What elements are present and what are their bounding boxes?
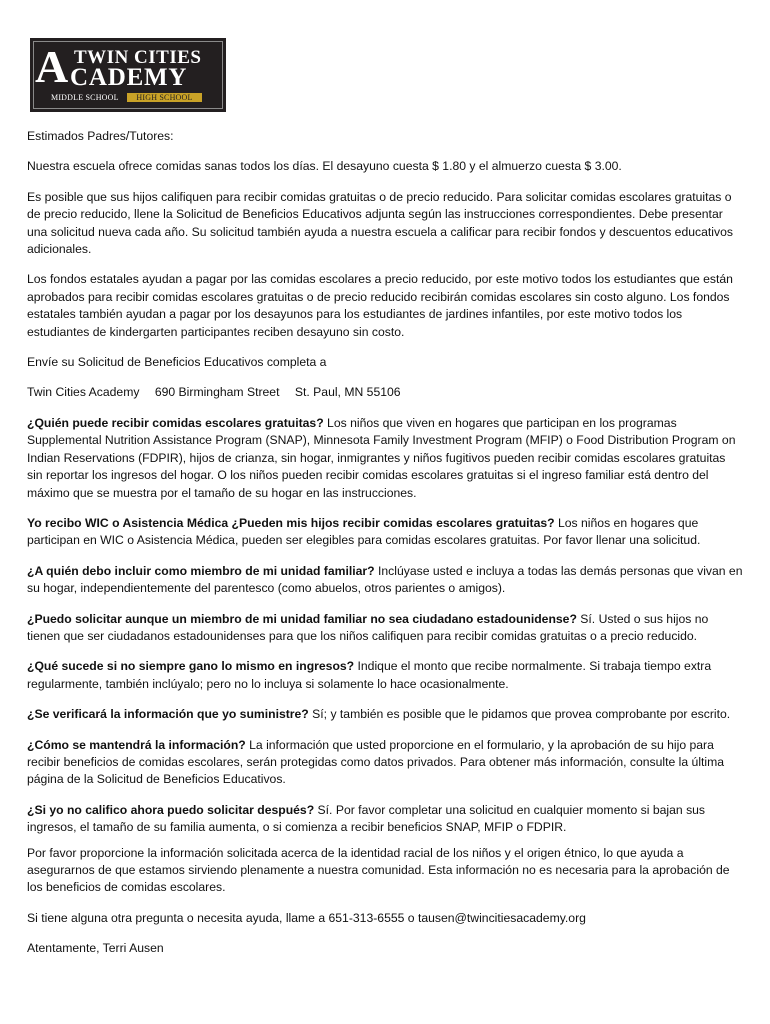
send-to-line: Envíe su Solicitud de Beneficios Educativos completa a [27, 355, 327, 370]
faq-item [27, 611, 743, 646]
contact-line: Si tiene alguna otra pregunta o necesita ayuda, llame a 651-313-6555 o tausen@twincitiesacademy.org [27, 910, 586, 925]
faq-answer: Sí; y también es posible que le pidamos que provea comprobante por escrito. [308, 707, 731, 722]
faq-question: ¿A quién debo incluir como miembro de mi unidad familiar? [27, 563, 375, 578]
faq-item [27, 515, 743, 550]
faq-item [27, 737, 743, 789]
faq-answer: Los niños en hogares que participan en WIC o Asistencia Médica, pueden ser elegibles para comidas escolares gratuitas. Por favor llenar una solicitud. [27, 515, 701, 548]
letter-body [27, 128, 743, 971]
faq-question: Yo recibo WIC o Asistencia Médica ¿Pueden mis hijos recibir comidas escolares gratuitas? [27, 515, 555, 530]
faq-question: ¿Si yo no califico ahora puedo solicitar después? [27, 802, 315, 817]
faq-question: ¿Qué sucede si no siempre gano lo mismo en ingresos? [27, 659, 355, 674]
signature: Atentamente, Terri Ausen [27, 941, 164, 956]
intro-paragraph: Nuestra escuela ofrece comidas sanas todos los días. El desayuno cuesta $ 1.80 y el almuerzo cuesta $ 3.00. [27, 159, 622, 174]
logo-letter-a: A [35, 41, 69, 92]
faq-question: ¿Puedo solicitar aunque un miembro de mi unidad familiar no sea ciudadano estadounidense? [27, 611, 577, 626]
school-logo [30, 38, 226, 112]
eligibility-paragraph: Es posible que sus hijos califiquen para recibir comidas gratuitas o de precio reducido. Para solicitar comidas escolares gratuitas o de precio reducido, llene la Solicitud de Beneficios Educativos adjunta según las instrucciones correspondientes. Debe presentar una solicitud nueva cada año. Su solicitud también ayuda a nuestra escuela a calificar para recibir fondos y descuentos educativos adicionales. [27, 189, 733, 257]
logo-middle-school: MIDDLE SCHOOL [51, 93, 119, 102]
faq-item [27, 415, 743, 502]
logo-academy: CADEMY [70, 64, 188, 91]
faq-question: ¿Quién puede recibir comidas escolares gratuitas? [27, 415, 324, 430]
faq-question: ¿Se verificará la información que yo suministre? [27, 707, 309, 722]
faq-answer: Los niños que viven en hogares que participan en los programas Supplemental Nutrition Assistance Program (SNAP), Minnesota Family Investment Program (MFIP) o Food Distribution Program on Indian Reservations (FDPIR), hijos de crianza, sin hogar, inmigrantes y niños fugitivos pueden recibir comidas escolares gratuitas sin reportar los ingresos del hogar. O los niños pueden recibir comidas escolares gratuitas si el ingreso familiar está dentro del máximo que se muestra por el tamaño de su hogar en las instrucciones. [27, 415, 736, 500]
faq-answer: Inclúyase usted e incluya a todas las demás personas que vivan en su hogar, independientemente del parentesco (como abuelos, otros parientes o amigos). [27, 563, 743, 596]
address-name: Twin Cities Academy [27, 385, 140, 400]
faq-item [27, 706, 743, 723]
logo-high-school: HIGH SCHOOL [127, 93, 202, 102]
faq-answer: La información que usted proporcione en el formulario, y la aprobación de su hijo para recibir beneficios de comidas escolares, serán protegidas como datos privados. Para obtener más información, consulte la última página de la Solicitud de Beneficios Educativos. [27, 737, 725, 787]
faq-question: ¿Cómo se mantendrá la información? [27, 737, 246, 752]
faq-answer: Sí. Por favor completar una solicitud en cualquier momento si bajan sus ingresos, el tamaño de su familia aumenta, o si comienza a recibir beneficios SNAP, MFIP o FDPIR. [27, 802, 706, 835]
school-address [27, 384, 743, 401]
faq-answer: Sí. Usted o sus hijos no tienen que ser ciudadanos estadounidenses para que los niños califiquen para recibir comidas gratuitas o a precio reducido. [27, 611, 709, 643]
faq-item [27, 563, 743, 598]
faq-item [27, 802, 743, 837]
address-street: 690 Birmingham Street [154, 385, 280, 400]
faq-item [27, 658, 743, 693]
greeting: Estimados Padres/Tutores: [27, 129, 174, 143]
faq-answer: Indique el monto que recibe normalmente. Si trabaja tiempo extra regularmente, también inclúyalo; pero no lo incluya si solamente lo hace ocasionalmente. [27, 659, 712, 691]
logo-twin-cities: TWIN CITIES [74, 47, 202, 68]
racial-info-paragraph: Por favor proporcione la información solicitada acerca de la identidad racial de los niños y el origen étnico, lo que ayuda a asegurarnos de que estamos sirviendo plenamente a nuestra comunidad. Esta información no es necesaria para la aprobación de los beneficios de comidas escolares. [27, 845, 730, 895]
state-funds-paragraph: Los fondos estatales ayudan a pagar por las comidas escolares a precio reducido, por este motivo todos los estudiantes que están aprobados para recibir comidas escolares gratuitas o de precio reducido recibirán comidas escolares sin costo alguno. Los fondos estatales también ayudan a pagar por los desayunos para los estudiantes de jardines infantiles, por este motivo todos los estudiantes de kindergarten participantes reciben desayuno sin costo. [27, 272, 733, 339]
address-city: St. Paul, MN 55106 [294, 385, 401, 400]
